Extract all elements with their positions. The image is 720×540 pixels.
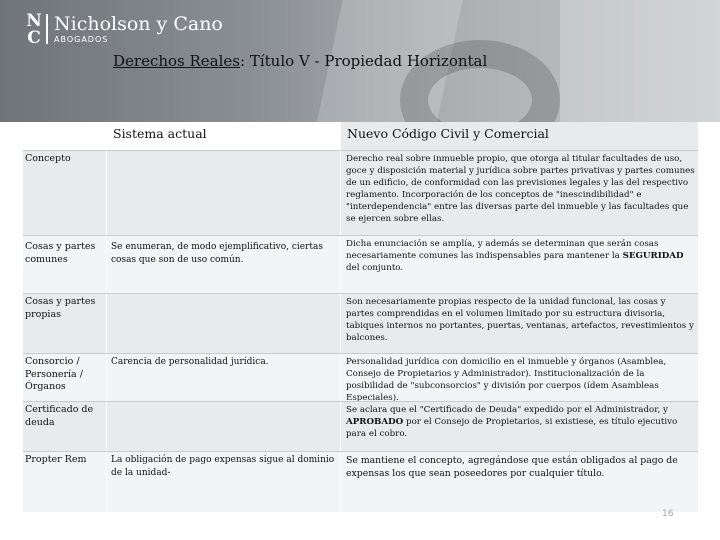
row-label: Concepto xyxy=(23,151,106,235)
row-label: Certificado de deuda xyxy=(23,402,106,451)
column-header-actual: Sistema actual xyxy=(107,122,340,150)
row-label: Cosas y partes comunes xyxy=(23,236,106,293)
cell-nuevo: Personalidad jurídica con domicilio en el inmueble y órganos (Asamblea, Consejo de Propietarios y Administrador). Institucionalización de la posibilidad de "subconsorcios" y división por cuerpos (ídem Asambleas Especiales). xyxy=(341,354,698,401)
cell-nuevo-text: Dicha enunciación se amplía, y además se determinan que serán cosas necesariamente comunes las indispensables para mantener la xyxy=(346,239,659,261)
table-row xyxy=(23,401,698,451)
cell-nuevo: Derecho real sobre inmueble propio, que otorga al titular facultades de uso, goce y disposición material y jurídica sobre partes privativas y partes comunes de un edificio, de conformidad con las previsiones legales y las del respectivo reglamento. Incorporación de los conceptos de "inescindibilidad" e "interdependencia" entre las diversas parte del inmueble y las facultades que se ejercen sobre ellas. xyxy=(341,151,698,235)
page-number: 16 xyxy=(662,509,674,519)
logo-divider xyxy=(46,14,48,44)
banner-decoration xyxy=(560,0,720,122)
cell-nuevo-emphasis: SEGURIDAD xyxy=(622,251,684,261)
table-row xyxy=(23,150,698,235)
table-row xyxy=(23,293,698,353)
cell-actual: Carencia de personalidad jurídica. xyxy=(107,354,340,401)
logo-mark-top: N xyxy=(26,11,42,31)
row-label: Consorcio / Personería / Órganos xyxy=(23,354,106,401)
cell-nuevo xyxy=(341,236,698,293)
row-label: Cosas y partes propias xyxy=(23,294,106,353)
cell-nuevo-text: del conjunto. xyxy=(346,263,404,273)
cell-actual: Se enumeran, de modo ejemplificativo, ciertas cosas que son de uso común. xyxy=(107,236,340,293)
firm-subtitle: ABOGADOS xyxy=(54,35,109,44)
table-row xyxy=(23,353,698,401)
firm-logo xyxy=(24,11,223,48)
table-row xyxy=(23,451,698,512)
logo-text xyxy=(54,14,223,44)
cell-nuevo: Son necesariamente propias respecto de la unidad funcional, las cosas y partes comprendidas en el volumen limitado por su estructura divisoria, tabiques internos no portantes, puertas, ventanas, artefactos, revestimientos y balcones. xyxy=(341,294,698,353)
firm-name: Nicholson y Cano xyxy=(54,13,223,35)
cell-nuevo-text: por el Consejo de Propietarios, si existiese, es título ejecutivo para el cobro. xyxy=(346,417,678,439)
logo-mark-bottom: C xyxy=(27,28,41,48)
cell-nuevo-text: Se aclara que el "Certificado de Deuda" expedido por el Administrador, y xyxy=(346,405,668,415)
cell-actual xyxy=(107,151,340,235)
header-banner xyxy=(0,0,720,122)
cell-actual xyxy=(107,294,340,353)
page-title xyxy=(113,52,487,70)
cell-nuevo xyxy=(341,402,698,451)
column-header-nuevo: Nuevo Código Civil y Comercial xyxy=(341,122,698,150)
table-row xyxy=(23,235,698,293)
logo-mark xyxy=(24,11,44,48)
cell-actual xyxy=(107,402,340,451)
cell-nuevo: Se mantiene el concepto, agregándose que están obligados al pago de expensas los que sean poseedores por cualquier título. xyxy=(341,452,698,512)
row-label: Propter Rem xyxy=(23,452,106,512)
title-rest: : Título V - Propiedad Horizontal xyxy=(240,52,488,70)
comparison-table xyxy=(23,122,698,512)
cell-nuevo-emphasis: APROBADO xyxy=(346,417,404,427)
cell-actual: La obligación de pago expensas sigue al dominio de la unidad- xyxy=(107,452,340,512)
title-underlined: Derechos Reales xyxy=(113,52,240,70)
